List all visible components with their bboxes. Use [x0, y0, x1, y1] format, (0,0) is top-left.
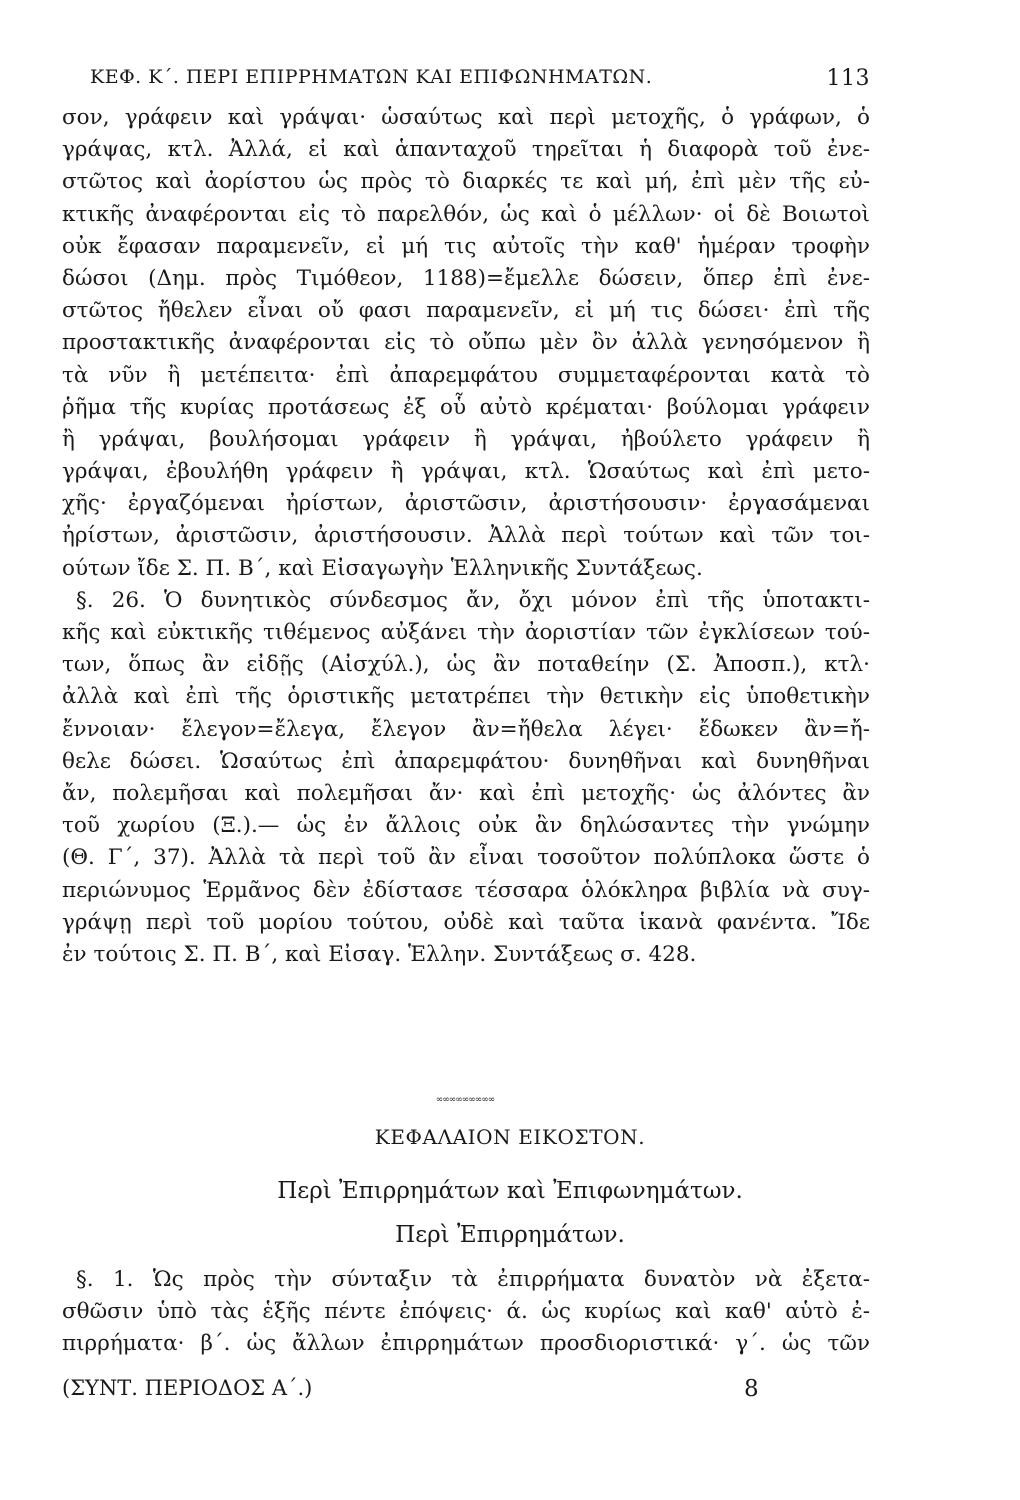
text-line: ἔννοιαν· ἔλεγον=ἔλεγα, ἔλεγον ἂν=ἤθελα λέγει· ἔδωκεν ἂν=ἤ- [62, 716, 870, 742]
text-line: κῆς καὶ εὐκτικῆς τιθέμενος αὐξάνει τὴν ἀοριστίαν τῶν ἐγκλίσεων τού- [62, 620, 870, 645]
text-line: δώσοι (Δημ. πρὸς Τιμόθεον, 1188)=ἔμελλε δώσειν, ὅπερ ἐπὶ ἐνε- [62, 265, 870, 291]
text-line: οὐκ ἔφασαν παραμενεῖν, εἰ μή τις αὐτοῖς τὴν καθ' ἡμέραν τροφὴν [62, 233, 870, 259]
text-line: (Θ. Γ΄, 37). Ἀλλὰ τὰ περὶ τοῦ ἂν εἶναι τοσοῦτον πολύπλοκα ὥστε ὁ [62, 845, 870, 871]
text-line: ἄν, πολεμῆσαι καὶ πολεμῆσαι ἄν· καὶ ἐπὶ μετοχῆς· ὡς ἀλόντες ἂν [62, 780, 870, 806]
sheet-number: 8 [744, 1376, 759, 1402]
ornamental-rule: ∞∞∞∞∞∞∞∞∞ [435, 1095, 495, 1105]
text-line: χῆς· ἐργαζόμεναι ἠρίστων, ἀριστῶσιν, ἀριστήσουσιν· ἐργασάμεναι [62, 491, 870, 517]
text-line: προστακτικῆς ἀναφέρονται εἰς τὸ οὔπω μὲν ὂν ἀλλὰ γενησόμενον ἢ [62, 330, 870, 356]
text-line: ῥῆμα τῆς κυρίας προτάσεως ἐξ οὗ αὐτὸ κρέμαται· βούλομαι γράφειν [62, 394, 870, 420]
text-line: κτικῆς ἀναφέρονται εἰς τὸ παρελθόν, ὡς καὶ ὁ μέλλων· οἱ δὲ Βοιωτοὶ [62, 201, 870, 227]
section-text-block [62, 1264, 870, 1361]
text-line: σθῶσιν ὑπὸ τὰς ἑξῆς πέντε ἐπόψεις· ά. ὡς κυρίως καὶ καθ' αὑτὸ ἐ- [62, 1299, 870, 1325]
section-1-start: §. 1. Ὡς πρὸς τὴν σύνταξιν τὰ ἐπιρρήματα δυνατὸν νὰ ἐξετα- [76, 1267, 870, 1292]
page-footer [62, 1376, 762, 1408]
text-line: σον, γράφειν καὶ γράψαι· ὡσαύτως καὶ περὶ μετοχῆς, ὁ γράφων, ὁ [62, 105, 870, 130]
text-line: θελε δώσει. Ὡσαύτως ἐπὶ ἀπαρεμφάτου· δυνηθῆναι καὶ δυνηθῆναι [62, 748, 870, 774]
text-line: γράψῃ περὶ τοῦ μορίου τούτου, οὐδὲ καὶ ταῦτα ἱκανὰ φανέντα. Ἴδε [62, 909, 870, 935]
text-line: ἢ γράψαι, βουλήσομαι γράφειν ἢ γράψαι, ἠβούλετο γράφειν ἢ [62, 426, 870, 452]
main-text-block [62, 102, 870, 971]
text-line: στῶτος ἤθελεν εἶναι οὔ φασι παραμενεῖν, εἰ μή τις δώσει· ἐπὶ τῆς [62, 298, 870, 324]
text-line: περιώνυμος Ἑρμᾶνος δὲν ἐδίστασε τέσσαρα ὁλόκληρα βιβλία νὰ συγ- [62, 877, 870, 903]
page-number: 113 [826, 66, 870, 91]
text-line: τοῦ χωρίου (Ξ.).— ὡς ἐν ἄλλοις οὐκ ἂν δηλώσαντες τὴν γνώμην [62, 813, 870, 839]
text-line: πιρρήματα· β΄. ὡς ἄλλων ἐπιρρημάτων προσδιοριστικά· γ΄. ὡς τῶν [62, 1331, 870, 1357]
text-line: ἠρίστων, ἀριστῶσιν, ἀριστήσουσιν. Ἀλλὰ περὶ τούτων καὶ τῶν τοι- [62, 523, 870, 549]
text-line: ούτων ἴδε Σ. Π. Β΄, καὶ Εἰσαγωγὴν Ἑλληνικῆς Συντάξεως. [62, 555, 703, 581]
text-line: στῶτος καὶ ἀορίστου ὡς πρὸς τὸ διαρκές τε καὶ μή, ἐπὶ μὲν τῆς εὐ- [62, 169, 870, 195]
text-line: ἀλλὰ καὶ ἐπὶ τῆς ὁριστικῆς μετατρέπει τὴν θετικὴν εἰς ὑποθετικὴν [62, 684, 870, 710]
text-line: τὰ νῦν ἢ μετέπειτα· ἐπὶ ἀπαρεμφάτου συμμεταφέρονται κατὰ τὸ [62, 362, 870, 388]
chapter-heading: Περὶ Ἐπιρρημάτων καὶ Ἐπιφωνημάτων. [277, 1178, 743, 1204]
text-line: των, ὅπως ἂν εἰδῇς (Αἰσχύλ.), ὡς ἂν ποταθείην (Σ. Ἀποσπ.), κτλ· [62, 652, 870, 678]
section-26-start: §. 26. Ὁ δυνητικὸς σύνδεσμος ἄν, ὄχι μόνον ἐπὶ τῆς ὑποτακτι- [76, 587, 870, 613]
running-head [90, 66, 870, 96]
text-line: ἐν τούτοις Σ. Π. Β΄, καὶ Εἰσαγ. Ἑλλην. Συντάξεως σ. 428. [62, 941, 697, 967]
text-line: γράψας, κτλ. Ἀλλά, εἰ καὶ ἁπανταχοῦ τηρεῖται ἡ διαφορὰ τοῦ ἐνε- [62, 137, 870, 163]
running-head-title: ΚΕΦ. Κ΄. ΠΕΡΙ ΕΠΙΡΡΗΜΑΤΩΝ ΚΑΙ ΕΠΙΦΩΝΗΜΑΤΩΝ. [90, 66, 653, 88]
text-line: γράψαι, ἐβουλήθη γράφειν ἢ γράψαι, κτλ. Ὡσαύτως καὶ ἐπὶ μετο- [62, 459, 870, 485]
chapter-label: ΚΕΦΑΛΑΙΟΝ ΕΙΚΟΣΤΟΝ. [374, 1125, 646, 1149]
signature-mark: (ΣΥΝΤ. ΠΕΡΙΟΔΟΣ Α΄.) [62, 1376, 313, 1400]
section-heading: Περὶ Ἐπιρρημάτων. [395, 1222, 625, 1248]
